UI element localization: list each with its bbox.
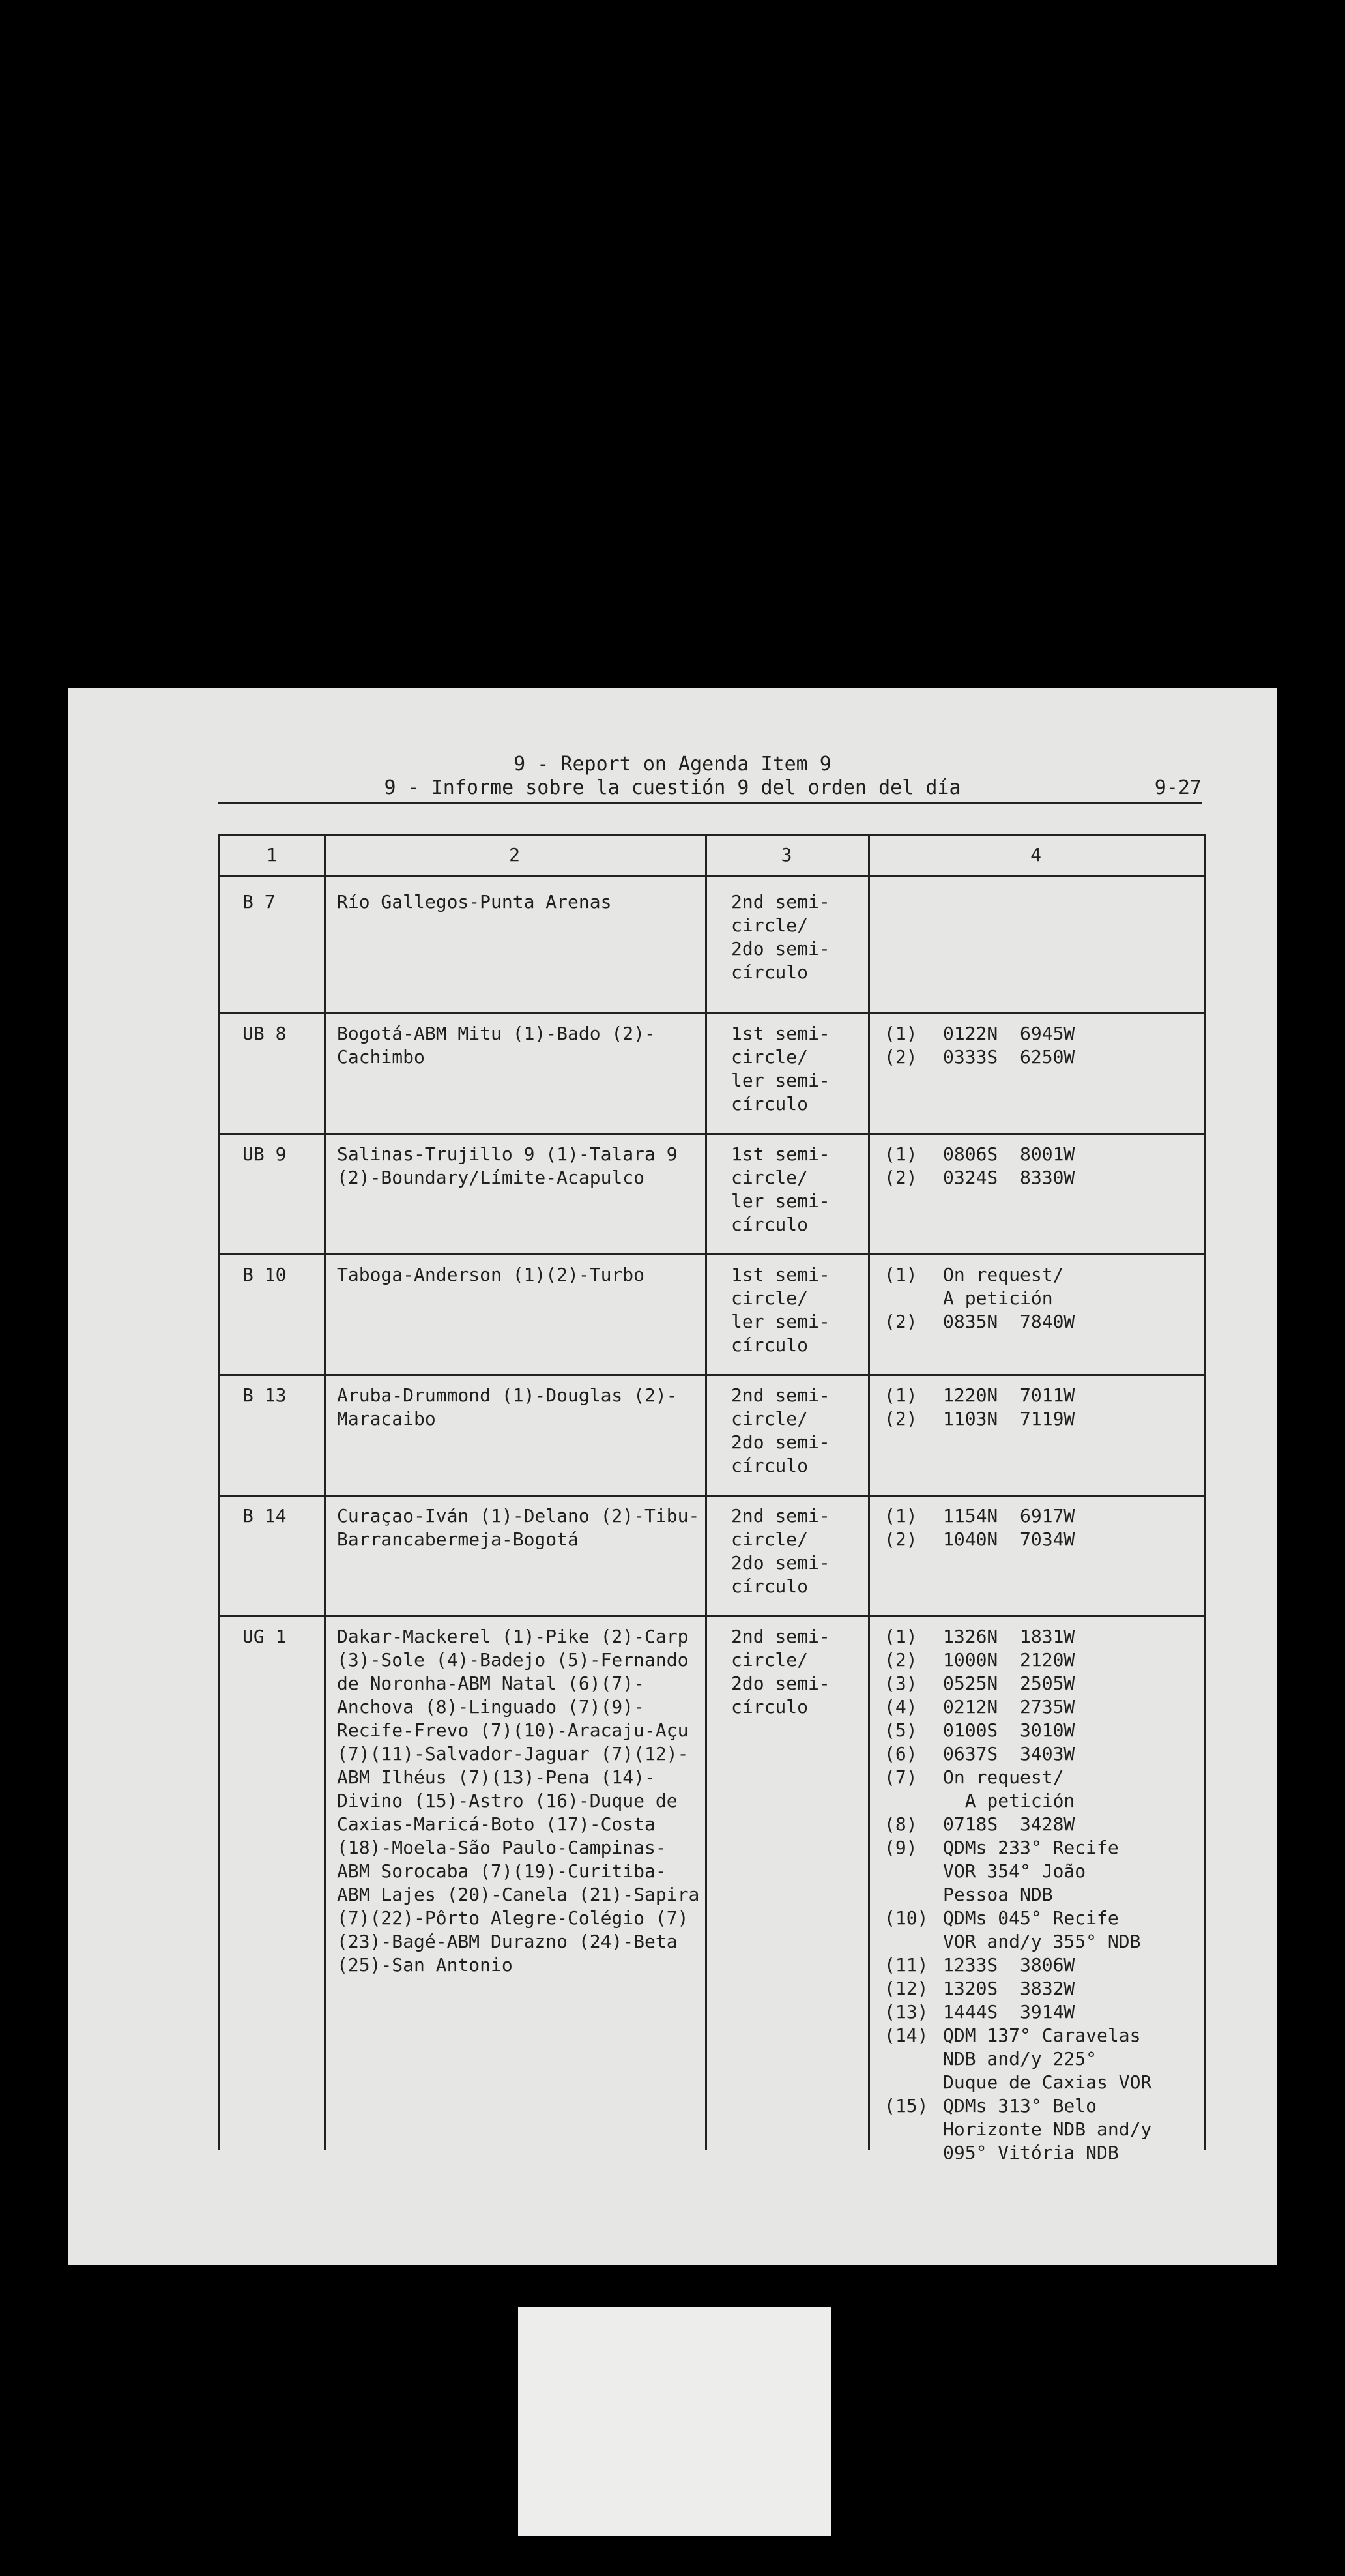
blank-card: [518, 2307, 831, 2536]
note-text: 0333S 6250W: [943, 1046, 1075, 1068]
semicircle-line: 2do semi-: [731, 1673, 830, 1694]
note-number: (9): [884, 1837, 918, 1858]
note-line: [884, 2118, 1151, 2141]
column-header-1: 1: [266, 844, 278, 866]
note-text: 1320S 3832W: [943, 1978, 1075, 1999]
document-page: [68, 688, 1277, 2265]
note-line: [884, 1789, 1151, 1813]
route-cell: [337, 1384, 678, 1431]
note-text: On request/: [943, 1264, 1064, 1285]
semicircle-line: ler semi-: [731, 1070, 830, 1091]
note-text: 0525N 2505W: [943, 1673, 1075, 1694]
notes-cell: [884, 1384, 1075, 1431]
note-line: [884, 1813, 1151, 1836]
note-text: QDMs 045° Recife: [943, 1907, 1119, 1929]
route-line: ABM Ilhéus (7)(13)-Pena (14)-: [337, 1766, 656, 1788]
note-number: (1): [884, 1384, 918, 1406]
route-line: Anchova (8)-Linguado (7)(9)-: [337, 1696, 645, 1718]
semicircle-line: círculo: [731, 1214, 809, 1235]
note-text: 0835N 7840W: [943, 1311, 1075, 1332]
note-line: [884, 1907, 1151, 1930]
note-line: [884, 2141, 1151, 2165]
note-line: [884, 2094, 1151, 2118]
header-line-spanish: 9 - Informe sobre la cuestión 9 del orden del día: [384, 776, 961, 799]
semicircle-line: círculo: [731, 1334, 809, 1356]
route-line: Dakar-Mackerel (1)-Pike (2)-Carp: [337, 1626, 689, 1647]
semicircle-line: circle/: [731, 1408, 809, 1429]
semicircle-line: 1st semi-: [731, 1264, 830, 1285]
note-text: 1220N 7011W: [943, 1384, 1075, 1406]
note-number: [884, 1883, 943, 1907]
semicircle-line: 2do semi-: [731, 1431, 830, 1453]
semicircle-cell: [731, 1263, 830, 1357]
note-number: [884, 2118, 943, 2141]
route-line: Curaçao-Iván (1)-Delano (2)-Tibu-: [337, 1505, 700, 1527]
route-line: de Noronha-ABM Natal (6)(7)-: [337, 1673, 645, 1694]
route-line: Barrancabermeja-Bogotá: [337, 1529, 579, 1550]
route-cell: [337, 1022, 656, 1069]
semicircle-cell: [731, 890, 830, 984]
note-text: 0100S 3010W: [943, 1720, 1075, 1741]
note-text: VOR and/y 355° NDB: [943, 1931, 1141, 1952]
route-line: ABM Lajes (20)-Canela (21)-Sapira: [337, 1884, 700, 1905]
route-cell: [337, 1263, 644, 1287]
note-text: 1103N 7119W: [943, 1408, 1075, 1429]
route-line: (7)(11)-Salvador-Jaguar (7)(12)-: [337, 1743, 689, 1764]
note-text: 1233S 3806W: [943, 1954, 1075, 1976]
note-number: (12): [884, 1978, 929, 1999]
note-number: (2): [884, 1649, 918, 1671]
header-rule: [218, 802, 1202, 804]
semicircle-line: círculo: [731, 1696, 809, 1718]
note-line: [884, 1648, 1151, 1672]
semicircle-cell: [731, 1022, 830, 1116]
note-number: (1): [884, 1505, 918, 1527]
semicircle-line: circle/: [731, 1649, 809, 1671]
semicircle-line: círculo: [731, 961, 809, 983]
note-number: (1): [884, 1264, 918, 1285]
semicircle-line: 2nd semi-: [731, 1384, 830, 1406]
note-text: Pessoa NDB: [943, 1884, 1053, 1905]
notes-cell: [884, 1263, 1075, 1334]
note-text: 1154N 6917W: [943, 1505, 1075, 1527]
note-text: 0212N 2735W: [943, 1696, 1075, 1718]
semicircle-line: 1st semi-: [731, 1143, 830, 1165]
route-line: (7)(22)-Pôrto Alegre-Colégio (7): [337, 1907, 689, 1929]
note-line: [884, 1860, 1151, 1883]
note-line: [884, 2024, 1151, 2047]
note-line: [884, 1719, 1151, 1742]
row-divider: [220, 1615, 1204, 1617]
note-number: (7): [884, 1766, 918, 1788]
note-number: (14): [884, 2025, 929, 2046]
route-line: (3)-Sole (4)-Badejo (5)-Fernando: [337, 1649, 689, 1671]
semicircle-line: circle/: [731, 915, 809, 936]
note-line: [884, 1766, 1151, 1789]
route-line: (23)-Bagé-ABM Durazno (24)-Beta: [337, 1931, 678, 1952]
note-line: [884, 1930, 1151, 1954]
note-number: [884, 2071, 943, 2094]
note-line: [884, 2047, 1151, 2071]
note-line: [884, 1836, 1151, 1860]
route-line: Salinas-Trujillo 9 (1)-Talara 9: [337, 1143, 678, 1165]
header-row-divider: [220, 875, 1204, 877]
note-line: [884, 1310, 1075, 1334]
semicircle-line: 2do semi-: [731, 938, 830, 959]
note-text: 0637S 3403W: [943, 1743, 1075, 1764]
note-number: (1): [884, 1023, 918, 1044]
row-id: B 7: [242, 891, 276, 913]
note-number: (15): [884, 2095, 929, 2116]
route-line: Bogotá-ABM Mitu (1)-Bado (2)-: [337, 1023, 656, 1044]
note-line: [884, 1046, 1075, 1069]
note-number: (3): [884, 1673, 918, 1694]
note-number: (6): [884, 1743, 918, 1764]
row-id: UB 8: [242, 1023, 287, 1044]
note-line: [884, 1672, 1151, 1695]
note-text: 0324S 8330W: [943, 1167, 1075, 1188]
note-text: 0122N 6945W: [943, 1023, 1075, 1044]
note-number: (10): [884, 1907, 929, 1929]
note-number: (2): [884, 1529, 918, 1550]
note-line: [884, 1504, 1075, 1528]
note-text: A petición: [943, 1790, 1075, 1811]
note-text: QDMs 313° Belo: [943, 2095, 1097, 2116]
note-text: 1326N 1831W: [943, 1626, 1075, 1647]
notes-cell: [884, 1504, 1075, 1551]
route-line: Cachimbo: [337, 1046, 425, 1068]
note-text: 095° Vitória NDB: [943, 2142, 1119, 2163]
route-line: (25)-San Antonio: [337, 1954, 513, 1976]
note-number: [884, 2141, 943, 2165]
note-line: [884, 1977, 1151, 2000]
note-number: [884, 1860, 943, 1883]
note-number: [884, 2047, 943, 2071]
route-line: Caxias-Maricá-Boto (17)-Costa: [337, 1813, 656, 1835]
route-line: Maracaibo: [337, 1408, 436, 1429]
row-id: UG 1: [242, 1626, 287, 1647]
route-line: Río Gallegos-Punta Arenas: [337, 891, 612, 913]
note-number: (13): [884, 2001, 929, 2023]
note-line: [884, 1528, 1075, 1551]
note-number: (4): [884, 1696, 918, 1718]
column-divider: [705, 836, 707, 2150]
note-line: [884, 2000, 1151, 2024]
route-line: (2)-Boundary/Límite-Acapulco: [337, 1167, 645, 1188]
semicircle-line: circle/: [731, 1046, 809, 1068]
row-id: B 14: [242, 1505, 287, 1527]
route-line: Taboga-Anderson (1)(2)-Turbo: [337, 1264, 645, 1285]
note-number: [884, 1789, 943, 1813]
note-number: (5): [884, 1720, 918, 1741]
route-line: Divino (15)-Astro (16)-Duque de: [337, 1790, 678, 1811]
route-cell: [337, 890, 611, 914]
semicircle-line: 2do semi-: [731, 1552, 830, 1573]
note-line: [884, 1695, 1151, 1719]
note-text: 0718S 3428W: [943, 1813, 1075, 1835]
semicircle-line: circle/: [731, 1167, 809, 1188]
note-line: [884, 1625, 1151, 1648]
note-line: [884, 1883, 1151, 1907]
semicircle-line: 1st semi-: [731, 1023, 830, 1044]
route-line: (18)-Moela-São Paulo-Campinas-: [337, 1837, 667, 1858]
note-number: (8): [884, 1813, 918, 1835]
note-line: [884, 1384, 1075, 1407]
note-line: [884, 2071, 1151, 2094]
column-divider: [868, 836, 870, 2150]
note-text: NDB and/y 225°: [943, 2048, 1097, 2070]
notes-cell: [884, 1022, 1075, 1069]
note-line: [884, 1022, 1075, 1046]
note-line: [884, 1954, 1151, 1977]
note-number: (1): [884, 1143, 918, 1165]
semicircle-cell: [731, 1625, 830, 1719]
note-text: 0806S 8001W: [943, 1143, 1075, 1165]
row-divider: [220, 1374, 1204, 1376]
row-divider: [220, 1495, 1204, 1497]
semicircle-cell: [731, 1143, 830, 1237]
route-cell: [337, 1504, 699, 1551]
note-text: Horizonte NDB and/y: [943, 2118, 1152, 2140]
route-cell: [337, 1625, 699, 1977]
semicircle-line: ler semi-: [731, 1190, 830, 1212]
row-id: B 13: [242, 1384, 287, 1406]
note-text: VOR 354° João: [943, 1860, 1086, 1882]
column-divider: [324, 836, 326, 2150]
note-text: A petición: [943, 1287, 1053, 1309]
note-number: [884, 1930, 943, 1954]
semicircle-line: círculo: [731, 1575, 809, 1597]
semicircle-line: 2nd semi-: [731, 1505, 830, 1527]
note-number: (1): [884, 1626, 918, 1647]
row-divider: [220, 1133, 1204, 1135]
note-text: On request/: [943, 1766, 1064, 1788]
notes-cell: [884, 1625, 1151, 2165]
semicircle-cell: [731, 1384, 830, 1478]
note-text: QDM 137° Caravelas: [943, 2025, 1141, 2046]
note-line: [884, 1407, 1075, 1431]
route-line: Recife-Frevo (7)(10)-Aracaju-Açu: [337, 1720, 689, 1741]
semicircle-line: circle/: [731, 1529, 809, 1550]
note-text: 1040N 7034W: [943, 1529, 1075, 1550]
note-number: (2): [884, 1167, 918, 1188]
page-number: 9-27: [1154, 776, 1202, 799]
route-line: ABM Sorocaba (7)(19)-Curitiba-: [337, 1860, 667, 1882]
note-text: QDMs 233° Recife: [943, 1837, 1119, 1858]
note-line: [884, 1166, 1075, 1190]
note-number: (2): [884, 1311, 918, 1332]
note-number: (2): [884, 1046, 918, 1068]
note-line: [884, 1742, 1151, 1766]
note-text: 1000N 2120W: [943, 1649, 1075, 1671]
column-header-3: 3: [781, 844, 792, 866]
note-line: [884, 1263, 1075, 1287]
semicircle-line: 2nd semi-: [731, 1626, 830, 1647]
route-cell: [337, 1143, 678, 1190]
column-header-4: 4: [1030, 844, 1041, 866]
semicircle-line: ler semi-: [731, 1311, 830, 1332]
note-text: Duque de Caxias VOR: [943, 2071, 1152, 2093]
row-divider: [220, 1012, 1204, 1014]
semicircle-line: 2nd semi-: [731, 891, 830, 913]
row-divider: [220, 1253, 1204, 1255]
semicircle-line: círculo: [731, 1455, 809, 1476]
header-line-english: 9 - Report on Agenda Item 9: [513, 753, 832, 776]
note-line: [884, 1143, 1075, 1166]
row-id: B 10: [242, 1264, 287, 1285]
semicircle-line: circle/: [731, 1287, 809, 1309]
note-number: (2): [884, 1408, 918, 1429]
notes-cell: [884, 1143, 1075, 1190]
row-id: UB 9: [242, 1143, 287, 1165]
note-line: [884, 1287, 1075, 1310]
route-line: Aruba-Drummond (1)-Douglas (2)-: [337, 1384, 678, 1406]
routes-table: [218, 834, 1206, 2163]
semicircle-line: círculo: [731, 1093, 809, 1115]
note-text: 1444S 3914W: [943, 2001, 1075, 2023]
semicircle-cell: [731, 1504, 830, 1598]
note-number: [884, 1287, 943, 1310]
column-header-2: 2: [509, 844, 520, 866]
note-number: (11): [884, 1954, 929, 1976]
